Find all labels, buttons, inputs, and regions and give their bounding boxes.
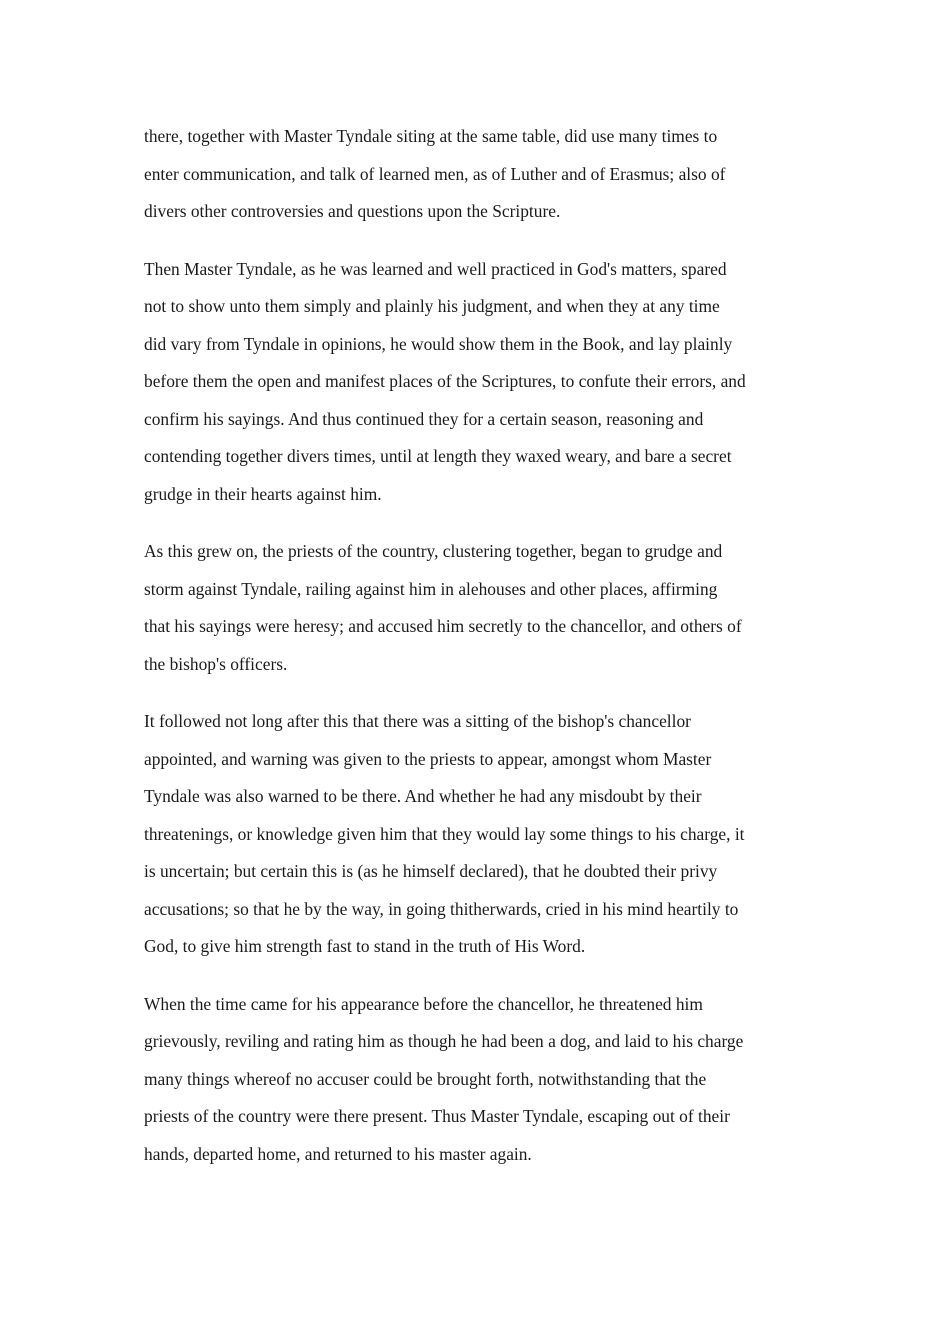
text-line: divers other controversies and questions upon the Scripture. [144,201,561,221]
paragraph [144,251,812,514]
text-line: not to show unto them simply and plainly his judgment, and when they at any time [144,296,720,316]
paragraph [144,118,812,231]
text-line: appointed, and warning was given to the priests to appear, amongst whom Master [144,748,712,769]
paragraph [144,986,812,1174]
text-line: that his sayings were heresy; and accused him secretly to the chancellor, and others of [144,616,742,636]
text-line: before them the open and manifest places of the Scriptures, to confute their errors, and [144,371,746,391]
text-line: priests of the country were there present. Thus Master Tyndale, escaping out of their [144,1106,730,1126]
text-line: Then Master Tyndale, as he was learned and well practiced in God's matters, spared [144,258,727,279]
text-line: God, to give him strength fast to stand in the truth of His Word. [144,936,586,956]
text-line: threatenings, or knowledge given him that they would lay some things to his charge, it [144,823,745,844]
text-line: storm against Tyndale, railing against him in alehouses and other places, affirming [144,578,718,599]
text-line: accusations; so that he by the way, in going thitherwards, cried in his mind heartily to [144,898,739,919]
text-line: the bishop's officers. [144,653,288,674]
text-line: As this grew on, the priests of the country, clustering together, began to grudge and [144,541,723,561]
text-line: grievously, reviling and rating him as though he had been a dog, and laid to his charge [144,1031,744,1051]
text-line: many things whereof no accuser could be brought forth, notwithstanding that the [144,1068,707,1089]
text-line: enter communication, and talk of learned men, as of Luther and of Erasmus; also of [144,163,726,184]
text-line: grudge in their hearts against him. [144,483,382,504]
text-line: there, together with Master Tyndale siting at the same table, did use many times to [144,126,718,146]
text-line: It followed not long after this that there was a sitting of the bishop's chancellor [144,711,691,731]
body-text [144,118,812,1193]
text-line: is uncertain; but certain this is (as he himself declared), that he doubted their privy [144,861,718,881]
text-line: hands, departed home, and returned to his master again. [144,1143,532,1164]
text-line: When the time came for his appearance before the chancellor, he threatened him [144,993,703,1014]
text-line: did vary from Tyndale in opinions, he would show them in the Book, and lay plainly [144,333,733,354]
text-line: confirm his sayings. And thus continued they for a certain season, reasoning and [144,408,704,429]
text-line: contending together divers times, until at length they waxed weary, and bare a secret [144,446,732,466]
text-line: Tyndale was also warned to be there. And whether he had any misdoubt by their [144,786,702,806]
paragraph [144,703,812,966]
paragraph [144,533,812,683]
